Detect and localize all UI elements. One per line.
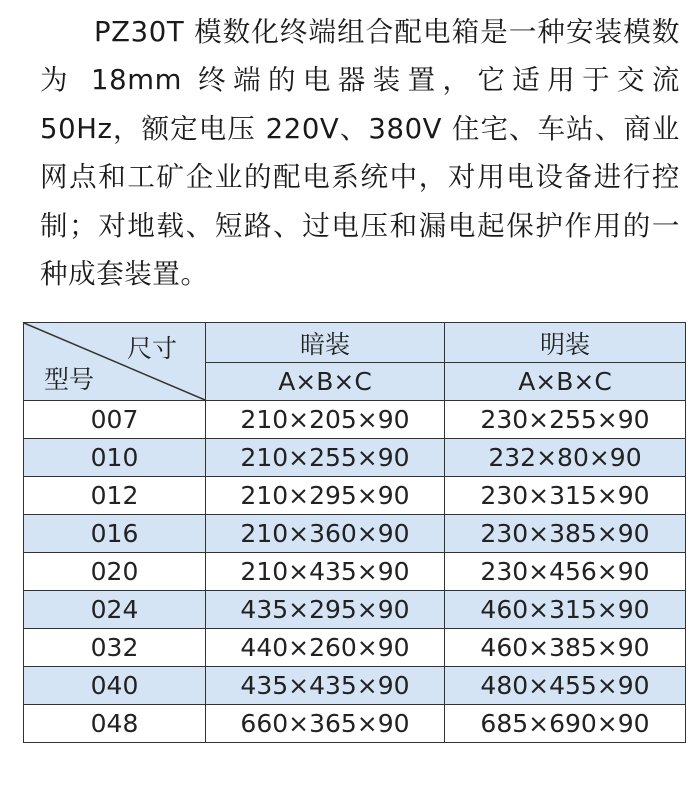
recessed-size-cell: 210×360×90 — [206, 515, 445, 553]
table-row — [24, 667, 686, 705]
table-row — [24, 477, 686, 515]
model-cell: 012 — [24, 477, 206, 515]
recessed-size-cell: 210×435×90 — [206, 553, 445, 591]
table-row — [24, 553, 686, 591]
table-row — [24, 515, 686, 553]
surface-size-cell: 230×456×90 — [445, 553, 686, 591]
model-cell: 007 — [24, 401, 206, 439]
surface-size-cell: 232×80×90 — [445, 439, 686, 477]
surface-size-cell: 230×385×90 — [445, 515, 686, 553]
surface-dims-header: A×B×C — [445, 363, 686, 401]
surface-size-cell: 480×455×90 — [445, 667, 686, 705]
surface-size-cell: 230×255×90 — [445, 401, 686, 439]
recessed-size-cell: 660×365×90 — [206, 705, 445, 743]
table-row — [24, 591, 686, 629]
size-header-label: 尺寸 — [126, 334, 177, 363]
surface-size-cell: 230×315×90 — [445, 477, 686, 515]
model-header-label: 型号 — [44, 365, 95, 394]
surface-header: 明装 — [445, 323, 686, 363]
model-cell: 020 — [24, 553, 206, 591]
surface-size-cell: 685×690×90 — [445, 705, 686, 743]
recessed-size-cell: 210×205×90 — [206, 401, 445, 439]
size-spec-table — [23, 322, 686, 743]
table-header-row-1 — [24, 323, 686, 363]
table-row — [24, 401, 686, 439]
model-cell: 032 — [24, 629, 206, 667]
table-row — [24, 439, 686, 477]
table-row — [24, 705, 686, 743]
recessed-dims-header: A×B×C — [206, 363, 445, 401]
model-cell: 016 — [24, 515, 206, 553]
recessed-header: 暗装 — [206, 323, 445, 363]
recessed-size-cell: 440×260×90 — [206, 629, 445, 667]
recessed-size-cell: 210×295×90 — [206, 477, 445, 515]
surface-size-cell: 460×385×90 — [445, 629, 686, 667]
recessed-size-cell: 210×255×90 — [206, 439, 445, 477]
recessed-size-cell: 435×295×90 — [206, 591, 445, 629]
model-cell: 024 — [24, 591, 206, 629]
table-row — [24, 629, 686, 667]
model-cell: 010 — [24, 439, 206, 477]
intro-paragraph: PZ30T 模数化终端组合配电箱是一种安装模数为 18mm 终端的电器装置，它适用于交流 50Hz，额定电压 220V、380V 住宅、车站、商业网点和工矿企业的配电系统中，对用电设备进行控制；对地载、短路、过电压和漏电起保护作用的一种成套装置。 — [40, 16, 680, 291]
surface-size-cell: 460×315×90 — [445, 591, 686, 629]
model-cell: 040 — [24, 667, 206, 705]
recessed-size-cell: 435×435×90 — [206, 667, 445, 705]
diagonal-header-cell — [24, 323, 206, 401]
model-cell: 048 — [24, 705, 206, 743]
